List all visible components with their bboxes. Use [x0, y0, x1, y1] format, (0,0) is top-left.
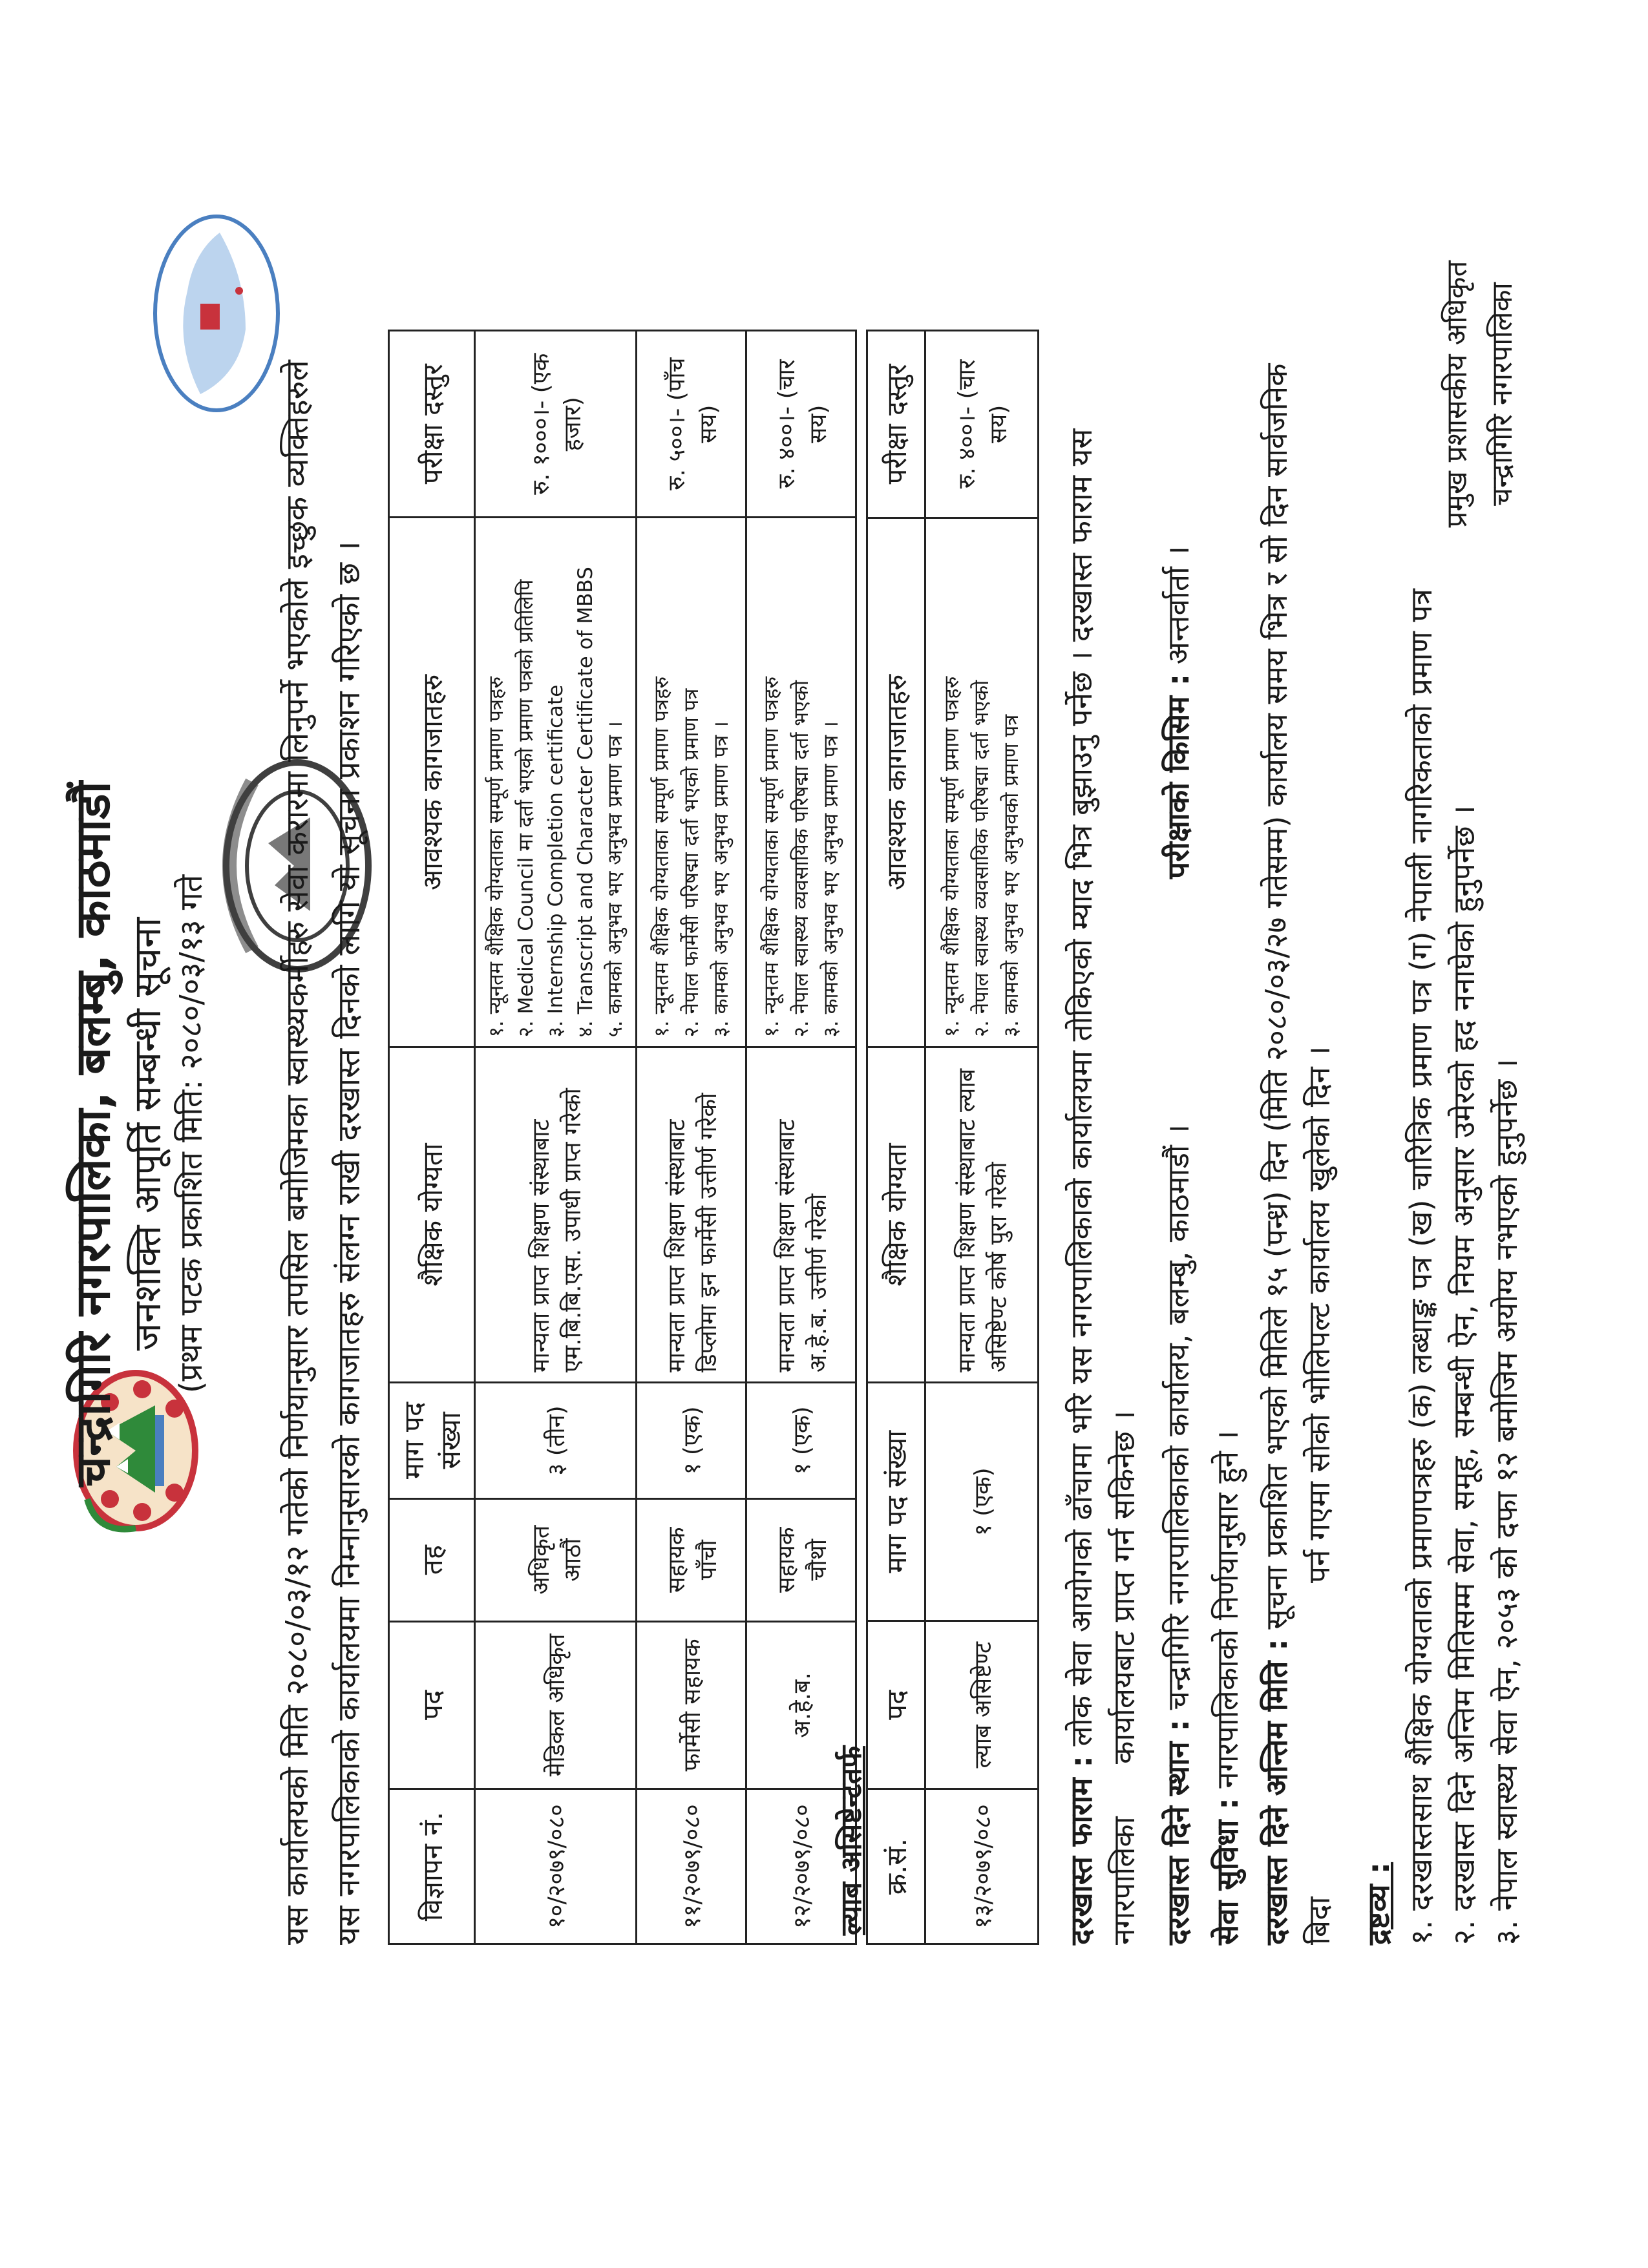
application-form-label: दरखास्त फाराम :	[1064, 1756, 1099, 1945]
notice-title: चन्द्रागिरि नगरपालिका, बलम्बु, काठमाडौं	[65, 781, 121, 1487]
document-item: १. न्यूनतम शैक्षिक योग्यताका सम्पूर्ण प्रमाण पत्रहरु	[650, 676, 673, 1038]
document-item: २. नेपाल स्वास्थ्य व्यवसायिक परिषद्मा दर्ता भएको	[789, 680, 813, 1038]
note-item: २. दरखास्त दिने अन्तिम मितिसम्म सेवा, समूह, सम्बन्धी ऐन, नियम अनुसार उमेरको हद ननाघेको हुनुपर्नेछ ।	[1446, 805, 1481, 1945]
col-header-documents: आवश्यक कागजातहरु	[389, 518, 475, 1047]
level-cell: सहायक पाँचौ	[637, 1498, 746, 1621]
notice-subtitle: जनशक्ति आपूर्ति सम्बन्धी सूचना	[125, 917, 169, 1351]
post-cell: मेडिकल अधिकृत	[475, 1621, 637, 1789]
documents-cell	[637, 518, 746, 1047]
lab-assistant-table	[866, 330, 1039, 1945]
qualification-cell: मान्यता प्राप्त शिक्षण संस्थाबाट एम.बि.बि.एस. उपाधी प्राप्त गरेको	[475, 1047, 637, 1383]
serial-cell: १३/२०७९/०८०	[925, 1789, 1039, 1944]
col-header-fee: परीक्षा दस्तुर	[389, 331, 475, 518]
post-cell: अ.हे.ब.	[746, 1621, 856, 1789]
vacancy-table	[388, 330, 857, 1945]
documents-cell	[475, 518, 637, 1047]
exam-type-label: परीक्षाको किसिम :	[1161, 673, 1196, 879]
application-form-text: लोक सेवा आयोगको ढाँचामा भरि यस नगरपालिकाको कार्यालयमा तोकिएको म्याद भित्र बुझाउनु पर्नेछ । दरखास्त फाराम यस नगरपालिका	[1064, 428, 1141, 1945]
documents-cell	[746, 518, 856, 1047]
table-row	[475, 331, 637, 1944]
document-item: २. नेपाल फार्मेसी परिषद्मा दर्ता भएको प्रमाण पत्र	[679, 688, 703, 1038]
table-header-row	[389, 331, 475, 1944]
signature-block	[1435, 213, 1525, 575]
document-item: ४. Transcript and Character Certificate of MBBS	[573, 567, 597, 1038]
note-item: ३. नेपाल स्वास्थ्य सेवा ऐन, २०५३ को दफा १२ बमोजिम अयोग्य नभएको हुनुपर्नेछ ।	[1489, 1058, 1524, 1945]
col-header-level: तह	[389, 1498, 475, 1621]
exam-type-text: अन्तर्वार्ता ।	[1161, 545, 1196, 665]
ad-no-cell: १०/२०७९/०८०	[475, 1789, 637, 1944]
deadline-text: सूचना प्रकाशित भएको मितिले १५ (पन्ध्र) दिन (मिति २०८०/०३/२७ गतेसम्म) कार्यालय समय भित्र र सो दिन सार्वजनिक बिदा	[1259, 363, 1336, 1945]
note-item: १. दरखास्तसाथ शैक्षिक योग्यताको प्रमाणपत्रहरु (क) लब्धाङ्क पत्र (ख) चारित्रिक प्रमाण पत्र (ग) नेपाली नागरिकताको प्रमाण पत्र	[1404, 589, 1439, 1945]
col-header-fee: परीक्षा दस्तुर	[867, 331, 925, 518]
count-cell: १ (एक)	[925, 1383, 1039, 1621]
table-row	[637, 331, 746, 1944]
qualification-cell: मान्यता प्राप्त शिक्षण संस्थाबाट अ.हे.ब. उत्तीर्ण गरेको	[746, 1047, 856, 1383]
service-facility-line	[1206, 1431, 1249, 1945]
table-row	[925, 331, 1039, 1944]
document-item: १. न्यूनतम शैक्षिक योग्यताका सम्पूर्ण प्रमाण पत्रहरु	[940, 676, 964, 1037]
fee-cell: रु. ४००।- (चार सय)	[746, 331, 856, 518]
document-item: ३. कामको अनुभव भए अनुभव प्रमाण पत्र ।	[819, 721, 843, 1038]
document-item: १. न्यूनतम शैक्षिक योग्यताका सम्पूर्ण प्रमाण पत्रहरु	[759, 676, 783, 1038]
level-cell: अधिकृत आठौं	[475, 1498, 637, 1621]
count-cell: ३ (तीन)	[475, 1383, 637, 1499]
document-item: ३. Internship Completion certificate	[544, 684, 567, 1038]
application-form-line-2: कार्यालयबाट प्राप्त गर्न सकिनेछ ।	[1106, 1410, 1141, 1764]
col-header-post: पद	[867, 1621, 925, 1789]
document-item: १. न्यूनतम शैक्षिक योग्यताका सम्पूर्ण प्रमाण पत्रहरु	[484, 676, 508, 1038]
col-header-post: पद	[389, 1621, 475, 1789]
qualification-cell: मान्यता प्राप्त शिक्षण संस्थाबाट डिप्लोमा इन फार्मेसी उत्तीर्ण गरेको	[637, 1047, 746, 1383]
lab-assistant-section-label: ल्याब असिष्टेन्टतर्फ	[835, 1746, 868, 1935]
deadline-line-2: पर्न गएमा सोको भोलिपल्ट कार्यालय खुलेको दिन ।	[1302, 1046, 1336, 1583]
col-header-qualification: शैक्षिक योग्यता	[389, 1047, 475, 1383]
ad-no-cell: १२/२०७९/०८०	[746, 1789, 856, 1944]
col-header-documents: आवश्यक कागजातहरु	[867, 518, 925, 1047]
count-cell: १ (एक)	[637, 1383, 746, 1499]
documents-cell	[925, 518, 1039, 1047]
deadline-label: दरखास्त दिने अन्तिम मिति :	[1259, 1639, 1294, 1945]
count-cell: १ (एक)	[746, 1383, 856, 1499]
application-place-text: चन्द्रागिरि नगरपालिकाको कार्यालय, बलम्बु, काठमाडौं ।	[1161, 1124, 1196, 1710]
signatory-title: प्रमुख प्रशासकीय अधिकृत	[1441, 260, 1474, 528]
col-header-count: माग पद संख्या	[389, 1383, 475, 1499]
ad-no-cell: ११/२०७९/०८०	[637, 1789, 746, 1944]
document-item: ३. कामको अनुभव भए अनुभव प्रमाण पत्र ।	[709, 721, 733, 1038]
table-row	[746, 331, 856, 1944]
service-facility-text: नगरपालिकाको निर्णयानुसार हुने ।	[1210, 1430, 1245, 1789]
document-item: २. नेपाल स्वास्थ्य व्यवसायिक परिषद्मा दर्ता भएको	[970, 680, 993, 1037]
exam-type-line	[1157, 546, 1199, 879]
table-header-row	[867, 331, 925, 1944]
col-header-count: माग पद संख्या	[867, 1383, 925, 1621]
publication-note	[169, 0, 211, 2268]
level-cell: सहायक चौथो	[746, 1498, 856, 1621]
post-cell: फार्मेसी सहायक	[637, 1621, 746, 1789]
qualification-cell: मान्यता प्राप्त शिक्षण संस्थाबाट ल्याब असिष्टेण्ट कोर्ष पुरा गरेको	[925, 1047, 1039, 1382]
publication-note-text: (प्रथम पटक प्रकाशित मिति: २०८०/०३/१३ गते	[173, 874, 209, 1394]
service-facility-label: सेवा सुविधा :	[1210, 1798, 1245, 1945]
intro-paragraph: यस कार्यालयको मिति २०८०/०३/१२ गतेको निर्णयानुसार तपसिल बमोजिमका स्वास्थ्यकर्मीहरु सेवा करारमा लिनुपर्ने भएकोले इच्छुक व्यक्तिहरुले यस नगरपालिकाको कार्यालयमा निम्नानुसारको कागजातहरु संलग्न राखी दरखास्त दिनको लागि यो सूचना प्रकाशन गरिएको छ ।	[279, 360, 367, 1945]
fee-cell: रु. ५००।- (पाँच सय)	[637, 331, 746, 518]
fee-cell: रु. १०००।- (एक हजार)	[475, 331, 637, 518]
application-place-label: दरखास्त दिने स्थान :	[1161, 1719, 1196, 1945]
signatory-office: चन्द्रागिरि नगरपालिका	[1486, 282, 1519, 506]
col-header-ad-no: विज्ञापन नं.	[389, 1789, 475, 1944]
post-cell: ल्याब असिष्टेण्ट	[925, 1621, 1039, 1789]
document-item: ३. कामको अनुभव भए अनुभवको प्रमाण पत्र	[1000, 714, 1023, 1037]
fee-cell: रु. ४००।- (चार सय)	[925, 331, 1039, 518]
document-item: ५. कामको अनुभव भए अनुभव प्रमाण पत्र ।	[603, 721, 627, 1038]
document-item: २. Medical Council मा दर्ता भएको प्रमाण पत्रको प्रतिलिपि	[514, 579, 538, 1038]
col-header-serial: क्र.सं.	[867, 1789, 925, 1944]
notes-title: द्रष्टव्य :	[1361, 1862, 1396, 1945]
col-header-qualification: शैक्षिक योग्यता	[867, 1047, 925, 1382]
